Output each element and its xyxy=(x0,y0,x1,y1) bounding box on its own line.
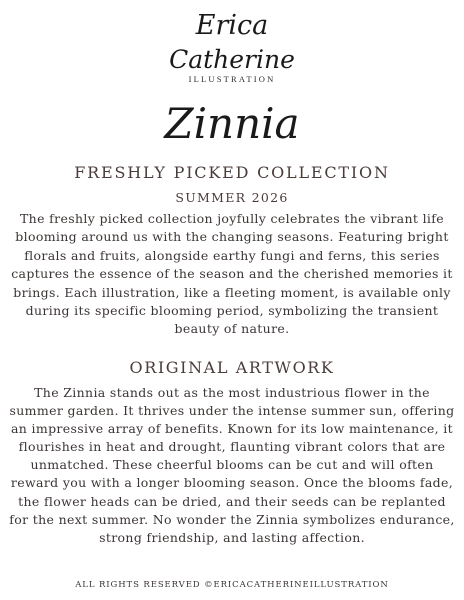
season-label: SUMMER 2026 xyxy=(175,190,289,205)
artwork-heading: ORIGINAL ARTWORK xyxy=(129,358,335,377)
brand-logo xyxy=(0,6,464,84)
logo-line-2: Catherine xyxy=(169,45,295,74)
intro-paragraph: The freshly picked collection joyfully celebrates the vibrant life blooming around us with the changing seasons. Featuring bright florals and fruits, alongside earthy fungi and ferns, this series captures the essence of the season and the cherished memories it brings. Each illustration, like a fleeting moment, is available only during its specific blooming period, symbolizing the transient beauty of nature. xyxy=(11,211,453,337)
page-title xyxy=(0,96,464,152)
logo-subtitle: ILLUSTRATION xyxy=(188,74,276,84)
logo-line-1: Erica xyxy=(195,10,269,41)
copyright-notice: ALL RIGHTS RESERVED ©ERICACATHERINEILLUSTRATION xyxy=(75,580,389,590)
brand-logo-script xyxy=(162,6,302,78)
title-text: Zinnia xyxy=(164,99,300,148)
collection-heading: FRESHLY PICKED COLLECTION xyxy=(74,163,390,182)
artwork-paragraph: The Zinnia stands out as the most industrious flower in the summer garden. It thrives under the intense summer sun, offering an impressive array of benefits. Known for its low maintenance, it flourishes in heat and drought, flaunting vibrant colors that are unmatched. These cheerful blooms can be cut and will often reward you with a longer blooming season. Once the blooms fade, the flower heads can be dried, and their seeds can be replanted for the next summer. No wonder the Zinnia symbolizes endurance, strong friendship, and lasting affection. xyxy=(9,385,455,545)
